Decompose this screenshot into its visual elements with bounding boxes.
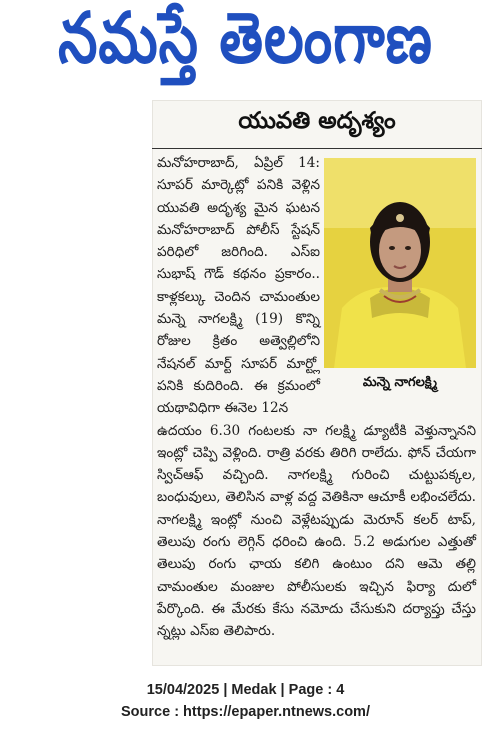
source-link[interactable]: Source : https://epaper.ntnews.com/	[121, 704, 370, 720]
article-paragraph-top: మనోహరాబాద్, ఏప్రిల్ 14: సూపర్ మార్కెట్లో పనికి వెళ్లిన యువతి అదృశ్య మైన ఘటన మనోహరాబాద్ పోలీస్ స్టేషన్ పరిధిలో జరిగింది. ఎస్ఐ సుభాష్ గౌడ్ కథనం ప్రకారం.. కాళ్లకల్కు చెందిన చామంతుల మన్నె నాగలక్ష్మి (19) కొన్ని రోజుల క్రితం అత్వెల్లిలోని నేషనల్ మార్ట్ సూపర్ మార్ట్లో పనికి కుదిరింది. ఈ క్రమంలో యథావిధిగా ఈనెల 12న	[157, 155, 320, 417]
news-clipping	[152, 100, 482, 666]
masthead	[0, 0, 491, 90]
headline-bar	[152, 100, 482, 149]
photo-caption: మన్నె నాగలక్ష్మి	[324, 370, 476, 398]
publication-info: 15/04/2025 | Medak | Page : 4	[146, 682, 345, 698]
article-paragraph-bottom: ఉదయం 6.30 గంటలకు నా గలక్ష్మి డ్యూటీకి వెళ్తున్నానని ఇంట్లో చెప్పి వెళ్లింది. రాత్రి వరకు తిరిగి రాలేదు. ఫోన్ చేయగా స్విచ్ఆఫ్ వచ్చింది. నాగలక్ష్మి గురించి చుట్టుపక్కల, బంధువులు, తెలిసిన వాళ్ల వద్ద వెతికినా ఆచూకీ లభించలేదు. నాగలక్ష్మి ఇంట్లో నుంచి వెళ్లేటప్పుడు మెరూన్ కలర్ టాప్, తెలుపు రంగు లెగ్గిన్ ధరించి ఉంది. 5.2 అడుగుల ఎత్తుతో తెలుపు రంగు ఛాయ కలిగి ఉంటుం దని ఆమె తల్లి చామంతుల మంజుల పోలీసులకు ఇచ్చిన ఫిర్యా దులో పేర్కొంది. ఈ మేరకు కేసు నమోదు చేసుకుని దర్యాప్తు చేస్తు న్నట్లు ఎస్ఐ తెలిపారు.	[157, 422, 476, 640]
headline: యువతి అదృశ్యం	[238, 108, 396, 134]
newspaper-logo: నమస్తే తెలంగాణ	[58, 0, 433, 79]
article-body	[151, 152, 480, 643]
footer	[0, 679, 491, 723]
